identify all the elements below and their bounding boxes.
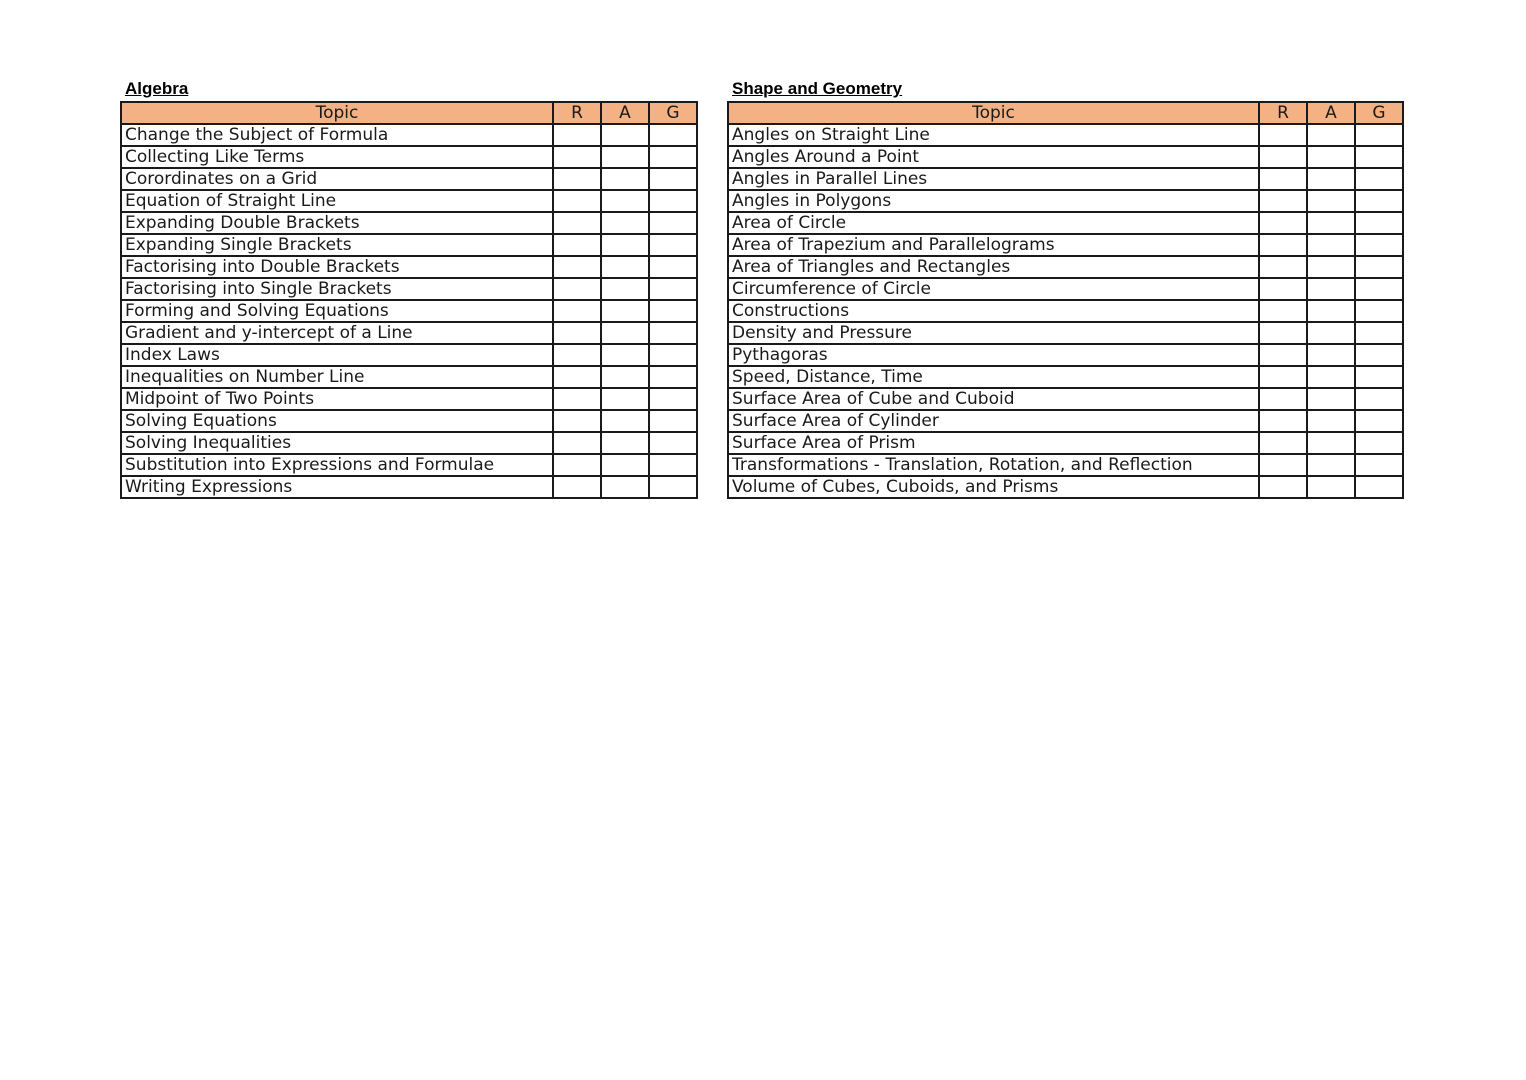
- green-rating-cell[interactable]: [649, 366, 697, 388]
- red-rating-cell[interactable]: [553, 344, 601, 366]
- amber-rating-cell[interactable]: [1307, 212, 1355, 234]
- table-row: [121, 432, 697, 454]
- amber-rating-cell[interactable]: [601, 344, 649, 366]
- table-header-row: [728, 102, 1403, 124]
- amber-rating-cell[interactable]: [601, 146, 649, 168]
- topic-cell: Angles in Polygons: [728, 190, 1259, 212]
- table-header-row: [121, 102, 697, 124]
- header-green: G: [649, 102, 697, 124]
- red-rating-cell[interactable]: [1259, 212, 1307, 234]
- topic-cell: Surface Area of Prism: [728, 432, 1259, 454]
- table-row: [121, 256, 697, 278]
- green-rating-cell[interactable]: [649, 454, 697, 476]
- header-green: G: [1355, 102, 1403, 124]
- table-row: [728, 190, 1403, 212]
- amber-rating-cell[interactable]: [601, 410, 649, 432]
- amber-rating-cell[interactable]: [601, 366, 649, 388]
- green-rating-cell[interactable]: [649, 410, 697, 432]
- red-rating-cell[interactable]: [553, 432, 601, 454]
- red-rating-cell[interactable]: [553, 454, 601, 476]
- topic-cell: Gradient and y-intercept of a Line: [121, 322, 553, 344]
- green-rating-cell[interactable]: [1355, 190, 1403, 212]
- green-rating-cell[interactable]: [649, 388, 697, 410]
- topic-cell: Factorising into Double Brackets: [121, 256, 553, 278]
- section-title-algebra: Algebra: [125, 79, 189, 98]
- geometry-section: [727, 78, 1404, 499]
- topic-cell: Change the Subject of Formula: [121, 124, 553, 146]
- red-rating-cell[interactable]: [1259, 432, 1307, 454]
- table-row: [728, 454, 1403, 476]
- green-rating-cell[interactable]: [1355, 168, 1403, 190]
- topic-cell: Speed, Distance, Time: [728, 366, 1259, 388]
- table-row: [728, 388, 1403, 410]
- green-rating-cell[interactable]: [649, 300, 697, 322]
- topic-cell: Corordinates on a Grid: [121, 168, 553, 190]
- topic-cell: Solving Equations: [121, 410, 553, 432]
- red-rating-cell[interactable]: [553, 410, 601, 432]
- section-title-geometry: Shape and Geometry: [732, 79, 903, 98]
- amber-rating-cell[interactable]: [601, 454, 649, 476]
- amber-rating-cell[interactable]: [601, 322, 649, 344]
- green-rating-cell[interactable]: [1355, 212, 1403, 234]
- topic-cell: Expanding Double Brackets: [121, 212, 553, 234]
- amber-rating-cell[interactable]: [1307, 168, 1355, 190]
- green-rating-cell[interactable]: [1355, 344, 1403, 366]
- red-rating-cell[interactable]: [553, 124, 601, 146]
- green-rating-cell[interactable]: [1355, 278, 1403, 300]
- topic-cell: Area of Triangles and Rectangles: [728, 256, 1259, 278]
- topic-cell: Area of Trapezium and Parallelograms: [728, 234, 1259, 256]
- green-rating-cell[interactable]: [1355, 124, 1403, 146]
- table-row: [728, 146, 1403, 168]
- amber-rating-cell[interactable]: [601, 124, 649, 146]
- header-amber: A: [1307, 102, 1355, 124]
- green-rating-cell[interactable]: [1355, 300, 1403, 322]
- green-rating-cell[interactable]: [1355, 476, 1403, 498]
- topic-cell: Forming and Solving Equations: [121, 300, 553, 322]
- green-rating-cell[interactable]: [1355, 388, 1403, 410]
- red-rating-cell[interactable]: [1259, 410, 1307, 432]
- header-topic: Topic: [121, 102, 553, 124]
- algebra-table-body: [121, 124, 697, 498]
- topic-cell: Substitution into Expressions and Formulae: [121, 454, 553, 476]
- amber-rating-cell[interactable]: [1307, 344, 1355, 366]
- green-rating-cell[interactable]: [649, 190, 697, 212]
- red-rating-cell[interactable]: [1259, 344, 1307, 366]
- topic-cell: Collecting Like Terms: [121, 146, 553, 168]
- red-rating-cell[interactable]: [1259, 476, 1307, 498]
- green-rating-cell[interactable]: [1355, 410, 1403, 432]
- topic-cell: Midpoint of Two Points: [121, 388, 553, 410]
- topic-cell: Solving Inequalities: [121, 432, 553, 454]
- amber-rating-cell[interactable]: [1307, 388, 1355, 410]
- amber-rating-cell[interactable]: [1307, 410, 1355, 432]
- red-rating-cell[interactable]: [553, 234, 601, 256]
- green-rating-cell[interactable]: [1355, 256, 1403, 278]
- amber-rating-cell[interactable]: [1307, 190, 1355, 212]
- amber-rating-cell[interactable]: [601, 234, 649, 256]
- green-rating-cell[interactable]: [1355, 454, 1403, 476]
- red-rating-cell[interactable]: [553, 278, 601, 300]
- amber-rating-cell[interactable]: [1307, 278, 1355, 300]
- amber-rating-cell[interactable]: [601, 256, 649, 278]
- amber-rating-cell[interactable]: [601, 278, 649, 300]
- table-row: [728, 278, 1403, 300]
- amber-rating-cell[interactable]: [1307, 454, 1355, 476]
- red-rating-cell[interactable]: [1259, 300, 1307, 322]
- table-row: [728, 476, 1403, 498]
- red-rating-cell[interactable]: [1259, 278, 1307, 300]
- green-rating-cell[interactable]: [649, 212, 697, 234]
- green-rating-cell[interactable]: [1355, 146, 1403, 168]
- amber-rating-cell[interactable]: [1307, 322, 1355, 344]
- table-row: [121, 344, 697, 366]
- table-row: [121, 212, 697, 234]
- table-row: [121, 476, 697, 498]
- green-rating-cell[interactable]: [649, 476, 697, 498]
- green-rating-cell[interactable]: [1355, 366, 1403, 388]
- table-row: [728, 410, 1403, 432]
- topic-cell: Angles in Parallel Lines: [728, 168, 1259, 190]
- table-row: [121, 190, 697, 212]
- table-row: [728, 366, 1403, 388]
- topic-cell: Volume of Cubes, Cuboids, and Prisms: [728, 476, 1259, 498]
- amber-rating-cell[interactable]: [1307, 234, 1355, 256]
- amber-rating-cell[interactable]: [601, 212, 649, 234]
- table-row: [728, 256, 1403, 278]
- table-row: [121, 322, 697, 344]
- green-rating-cell[interactable]: [649, 322, 697, 344]
- geometry-table-body: [728, 124, 1403, 498]
- table-row: [121, 168, 697, 190]
- header-topic: Topic: [728, 102, 1259, 124]
- red-rating-cell[interactable]: [553, 388, 601, 410]
- red-rating-cell[interactable]: [1259, 234, 1307, 256]
- amber-rating-cell[interactable]: [1307, 476, 1355, 498]
- table-row: [121, 388, 697, 410]
- green-rating-cell[interactable]: [1355, 322, 1403, 344]
- table-row: [728, 322, 1403, 344]
- amber-rating-cell[interactable]: [1307, 124, 1355, 146]
- topic-cell: Constructions: [728, 300, 1259, 322]
- topic-cell: Transformations - Translation, Rotation, and Reflection: [728, 454, 1259, 476]
- red-rating-cell[interactable]: [1259, 146, 1307, 168]
- amber-rating-cell[interactable]: [601, 300, 649, 322]
- green-rating-cell[interactable]: [649, 432, 697, 454]
- green-rating-cell[interactable]: [649, 146, 697, 168]
- amber-rating-cell[interactable]: [601, 168, 649, 190]
- topic-cell: Pythagoras: [728, 344, 1259, 366]
- amber-rating-cell[interactable]: [1307, 432, 1355, 454]
- header-amber: A: [601, 102, 649, 124]
- topic-cell: Factorising into Single Brackets: [121, 278, 553, 300]
- table-row: [121, 278, 697, 300]
- amber-rating-cell[interactable]: [601, 476, 649, 498]
- amber-rating-cell[interactable]: [601, 190, 649, 212]
- red-rating-cell[interactable]: [553, 300, 601, 322]
- table-row: [728, 344, 1403, 366]
- topic-cell: Circumference of Circle: [728, 278, 1259, 300]
- red-rating-cell[interactable]: [1259, 322, 1307, 344]
- algebra-rag-table: [120, 101, 698, 499]
- table-row: [728, 300, 1403, 322]
- green-rating-cell[interactable]: [649, 168, 697, 190]
- green-rating-cell[interactable]: [649, 234, 697, 256]
- header-red: R: [553, 102, 601, 124]
- red-rating-cell[interactable]: [553, 256, 601, 278]
- header-red: R: [1259, 102, 1307, 124]
- topic-cell: Area of Circle: [728, 212, 1259, 234]
- red-rating-cell[interactable]: [1259, 454, 1307, 476]
- topic-cell: Angles on Straight Line: [728, 124, 1259, 146]
- red-rating-cell[interactable]: [1259, 256, 1307, 278]
- table-row: [121, 300, 697, 322]
- topic-cell: Inequalities on Number Line: [121, 366, 553, 388]
- amber-rating-cell[interactable]: [1307, 256, 1355, 278]
- topic-cell: Equation of Straight Line: [121, 190, 553, 212]
- red-rating-cell[interactable]: [553, 476, 601, 498]
- red-rating-cell[interactable]: [1259, 388, 1307, 410]
- topic-cell: Index Laws: [121, 344, 553, 366]
- red-rating-cell[interactable]: [553, 366, 601, 388]
- topic-cell: Surface Area of Cube and Cuboid: [728, 388, 1259, 410]
- red-rating-cell[interactable]: [553, 190, 601, 212]
- table-row: [121, 410, 697, 432]
- topic-cell: Expanding Single Brackets: [121, 234, 553, 256]
- geometry-rag-table: [727, 101, 1404, 499]
- table-row: [121, 454, 697, 476]
- red-rating-cell[interactable]: [1259, 168, 1307, 190]
- algebra-section: [120, 78, 698, 499]
- table-row: [728, 432, 1403, 454]
- table-row: [121, 234, 697, 256]
- red-rating-cell[interactable]: [553, 322, 601, 344]
- topic-cell: Angles Around a Point: [728, 146, 1259, 168]
- amber-rating-cell[interactable]: [1307, 146, 1355, 168]
- table-row: [728, 234, 1403, 256]
- amber-rating-cell[interactable]: [601, 432, 649, 454]
- table-row: [121, 146, 697, 168]
- table-row: [121, 366, 697, 388]
- green-rating-cell[interactable]: [649, 278, 697, 300]
- green-rating-cell[interactable]: [1355, 234, 1403, 256]
- amber-rating-cell[interactable]: [1307, 366, 1355, 388]
- red-rating-cell[interactable]: [553, 168, 601, 190]
- red-rating-cell[interactable]: [1259, 190, 1307, 212]
- amber-rating-cell[interactable]: [1307, 300, 1355, 322]
- topic-cell: Density and Pressure: [728, 322, 1259, 344]
- table-row: [728, 212, 1403, 234]
- green-rating-cell[interactable]: [649, 124, 697, 146]
- red-rating-cell[interactable]: [1259, 124, 1307, 146]
- red-rating-cell[interactable]: [553, 146, 601, 168]
- green-rating-cell[interactable]: [649, 344, 697, 366]
- table-row: [728, 124, 1403, 146]
- red-rating-cell[interactable]: [1259, 366, 1307, 388]
- green-rating-cell[interactable]: [1355, 432, 1403, 454]
- amber-rating-cell[interactable]: [601, 388, 649, 410]
- topic-cell: Writing Expressions: [121, 476, 553, 498]
- table-row: [728, 168, 1403, 190]
- topic-cell: Surface Area of Cylinder: [728, 410, 1259, 432]
- green-rating-cell[interactable]: [649, 256, 697, 278]
- table-row: [121, 124, 697, 146]
- red-rating-cell[interactable]: [553, 212, 601, 234]
